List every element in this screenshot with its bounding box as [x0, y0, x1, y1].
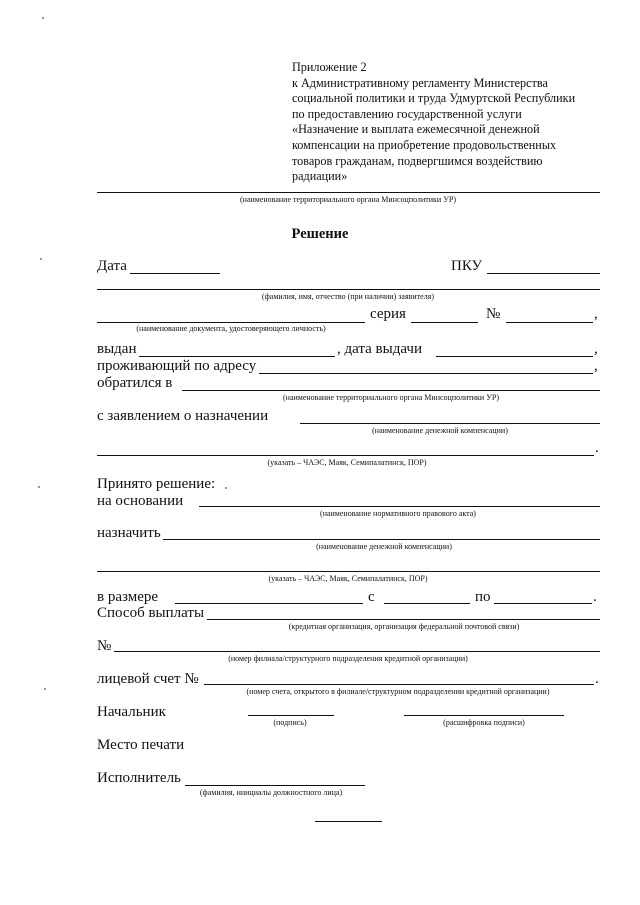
radiation-source-caption-2: (указать – ЧАЭС, Маяк, Семипалатинск, ПОР): [268, 574, 428, 583]
issued-label: выдан: [97, 341, 137, 357]
header-line: социальной политики и труда Удмуртской Республики: [292, 91, 576, 106]
branch-number-field[interactable]: [114, 651, 600, 652]
date-field[interactable]: [130, 273, 220, 274]
identity-document-field[interactable]: [97, 322, 365, 323]
signature-field[interactable]: [248, 715, 334, 716]
period: .: [595, 671, 599, 687]
series-label: серия: [370, 306, 406, 322]
to-label: по: [475, 589, 491, 605]
issue-date-label: , дата выдачи: [337, 341, 422, 357]
org-name-caption: (наименование территориального органа Минсоцполитики УР): [240, 195, 456, 204]
account-number-field[interactable]: [204, 684, 594, 685]
branch-number-caption: (номер филиала/структурного подразделения кредитной организации): [228, 654, 468, 663]
seal-label: Место печати: [97, 737, 185, 753]
compensation-name-caption: (наименование денежной компенсации): [372, 426, 508, 435]
header-line: к Административному регламенту Министерства: [292, 75, 548, 90]
appendix-header: [292, 60, 612, 185]
pku-field[interactable]: [487, 273, 600, 274]
applied-org-caption: (наименование территориального органа Минсоцполитики УР): [283, 393, 499, 402]
scan-speck: [38, 486, 40, 488]
radiation-source-caption: (указать – ЧАЭС, Маяк, Семипалатинск, ПОР): [267, 458, 427, 467]
org-name-line[interactable]: [97, 192, 600, 193]
issue-date-field[interactable]: [436, 356, 593, 357]
applicant-name-caption: (фамилия, имя, отчество (при наличии) заявителя): [261, 292, 435, 301]
period: .: [595, 440, 599, 456]
assign-label: назначить: [97, 525, 161, 541]
branch-number-label: №: [97, 638, 112, 654]
radiation-source-field-2[interactable]: [97, 571, 600, 572]
account-number-caption: (номер счета, открытого в филиале/структурном подразделении кредитной организации): [246, 687, 550, 696]
closing-divider: [315, 821, 382, 822]
signature-caption: (подпись): [273, 718, 307, 727]
issued-by-field[interactable]: [139, 356, 335, 357]
header-line: товаров гражданам, подвергшимся воздействию: [292, 153, 543, 168]
address-field[interactable]: [259, 373, 593, 374]
number-label: №: [486, 306, 501, 322]
comma: ,: [594, 358, 598, 374]
to-date-field[interactable]: [494, 603, 592, 604]
amount-field[interactable]: [175, 603, 363, 604]
applicant-name-field[interactable]: [97, 289, 600, 290]
date-label: Дата: [97, 258, 127, 274]
amount-label: в размере: [97, 589, 159, 605]
executor-label: Исполнитель: [97, 770, 181, 786]
scan-speck: [225, 487, 227, 489]
header-line: Приложение 2: [292, 60, 367, 74]
chief-label: Начальник: [97, 704, 166, 720]
header-line: радиации»: [292, 169, 348, 184]
signature-decoding-caption: (расшифровка подписи): [443, 718, 525, 727]
number-field[interactable]: [506, 322, 593, 323]
scan-speck: [44, 688, 46, 690]
legal-act-caption: (наименование нормативного правового акта): [320, 509, 476, 518]
pku-label: ПКУ: [451, 258, 483, 274]
payment-method-label: Способ выплаты: [97, 605, 205, 621]
legal-act-field[interactable]: [199, 506, 600, 507]
applied-label: обратился в: [97, 375, 173, 391]
compensation-name-field[interactable]: [300, 423, 600, 424]
header-line: компенсации на приобретение продовольственных: [292, 137, 557, 152]
document-title: Решение: [291, 226, 349, 242]
comma: ,: [594, 306, 598, 322]
header-line: «Назначение и выплата ежемесячной денежной: [292, 122, 540, 137]
applied-org-field[interactable]: [182, 390, 600, 391]
scan-speck: [40, 258, 42, 260]
series-field[interactable]: [411, 322, 478, 323]
basis-label: на основании: [97, 493, 184, 509]
identity-document-caption: (наименование документа, удостоверяющего личность): [136, 324, 326, 333]
from-date-field[interactable]: [384, 603, 470, 604]
assign-compensation-field[interactable]: [163, 539, 600, 540]
signature-decoding-field[interactable]: [404, 715, 564, 716]
from-label: с: [368, 589, 375, 605]
payment-method-caption: (кредитная организация, организация федеральной почтовой связи): [288, 622, 520, 631]
scan-speck: [42, 17, 44, 19]
comma: ,: [594, 341, 598, 357]
executor-caption: (фамилия, инициалы должностного лица): [199, 788, 343, 797]
executor-field[interactable]: [185, 785, 365, 786]
radiation-source-field[interactable]: [97, 455, 594, 456]
statement-label: с заявлением о назначении: [97, 408, 269, 424]
assign-compensation-caption: (наименование денежной компенсации): [316, 542, 452, 551]
period: .: [593, 589, 597, 605]
header-line: по предоставлению государственной услуги: [292, 106, 522, 121]
address-label: проживающий по адресу: [97, 358, 257, 374]
account-label: лицевой счет №: [97, 671, 199, 687]
decision-label: Принято решение:: [97, 476, 216, 492]
payment-method-field[interactable]: [207, 619, 600, 620]
